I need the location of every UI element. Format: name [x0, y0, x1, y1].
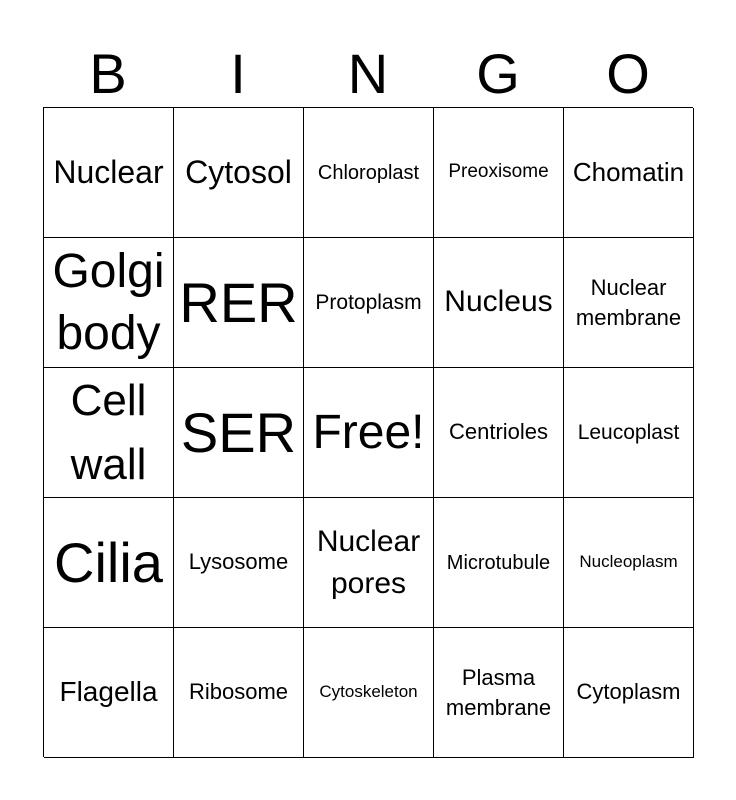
free-space-cell[interactable] — [304, 368, 434, 498]
header-letter-i: I — [230, 42, 246, 105]
free-space-label: Free! — [312, 405, 425, 459]
bingo-cell[interactable] — [304, 108, 434, 238]
cell-label: Nuclear — [53, 154, 164, 191]
header-letter-n: N — [347, 42, 389, 105]
cell-label: Nucleus — [444, 285, 553, 319]
cell-label: Nuclear pores — [316, 524, 421, 600]
bingo-cell[interactable] — [564, 108, 694, 238]
bingo-cell[interactable] — [44, 108, 174, 238]
cell-label: Golgi body — [52, 244, 165, 360]
cell-label: Protoplasm — [315, 290, 422, 314]
cell-label: Nucleoplasm — [579, 552, 678, 572]
cell-label: Cytosol — [185, 154, 292, 191]
bingo-cell[interactable] — [564, 498, 694, 628]
bingo-cell[interactable] — [564, 238, 694, 368]
bingo-cell[interactable] — [174, 498, 304, 628]
bingo-cell[interactable] — [174, 368, 304, 498]
bingo-header — [43, 40, 693, 108]
bingo-cell[interactable] — [434, 108, 564, 238]
bingo-cell[interactable] — [44, 498, 174, 628]
header-letter-g: G — [476, 42, 520, 105]
bingo-cell[interactable] — [44, 628, 174, 758]
bingo-cell[interactable] — [434, 628, 564, 758]
bingo-cell[interactable] — [434, 238, 564, 368]
cell-label: Chomatin — [572, 156, 685, 187]
cell-label: Preoxisome — [448, 161, 549, 183]
cell-label: SER — [180, 400, 297, 464]
cell-label: Cilia — [54, 530, 163, 594]
bingo-cell[interactable] — [304, 628, 434, 758]
bingo-cell[interactable] — [174, 108, 304, 238]
cell-label: Lysosome — [188, 549, 289, 575]
cell-label: Cytoskeleton — [319, 682, 418, 702]
cell-label: Cell wall — [70, 375, 147, 489]
bingo-cell[interactable] — [174, 238, 304, 368]
bingo-cell[interactable] — [304, 498, 434, 628]
header-letter-b: B — [89, 42, 127, 105]
bingo-cell[interactable] — [44, 368, 174, 498]
bingo-cell[interactable] — [304, 238, 434, 368]
bingo-cell[interactable] — [174, 628, 304, 758]
cell-label: Plasma membrane — [445, 664, 552, 720]
cell-label: Centrioles — [448, 419, 549, 445]
cell-label: RER — [179, 270, 298, 334]
cell-label: Leucoplast — [577, 420, 680, 444]
cell-label: Ribosome — [188, 679, 289, 705]
cell-label: Cytoplasm — [576, 679, 681, 705]
bingo-cell[interactable] — [564, 368, 694, 498]
cell-label: Microtubule — [446, 551, 551, 574]
bingo-cell[interactable] — [434, 368, 564, 498]
header-letter-o: O — [606, 42, 650, 105]
cell-label: Nuclear membrane — [575, 274, 682, 330]
cell-label: Flagella — [59, 676, 158, 708]
cell-label: Chloroplast — [317, 161, 420, 184]
bingo-cell[interactable] — [44, 238, 174, 368]
bingo-cell[interactable] — [564, 628, 694, 758]
bingo-board — [43, 107, 693, 757]
bingo-cell[interactable] — [434, 498, 564, 628]
